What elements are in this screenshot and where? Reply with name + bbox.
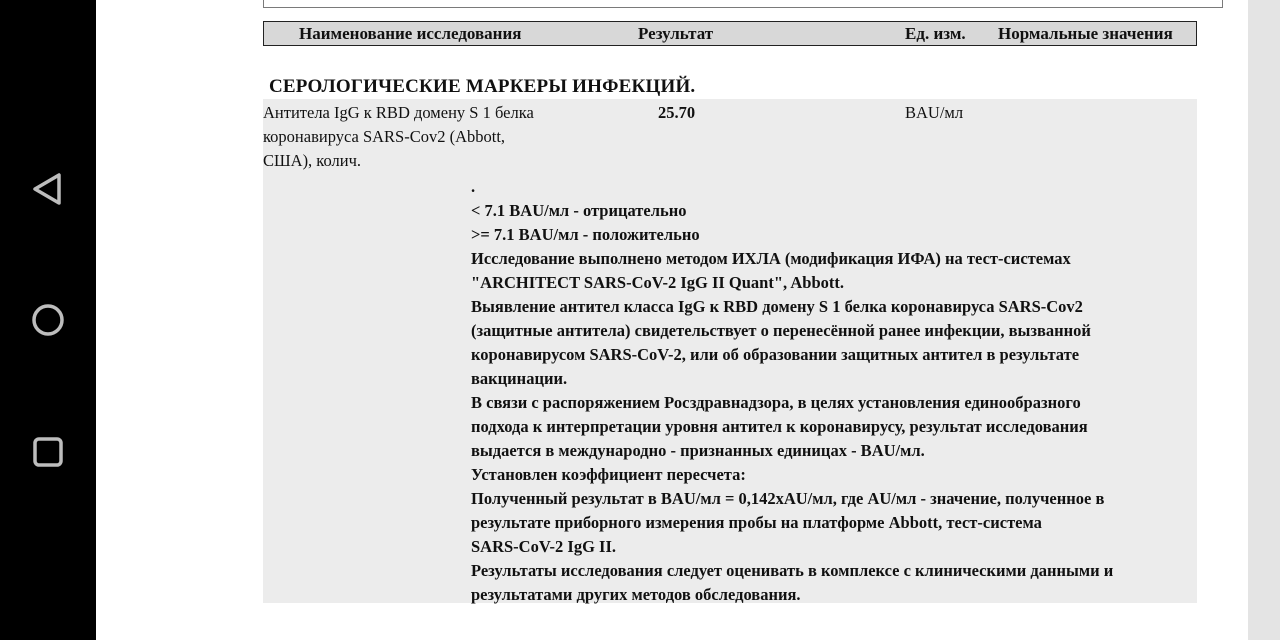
result-value: 25.70 [658,103,696,122]
note-line: Результаты исследования следует оценивать в комплексе с клиническими данными и [471,561,1114,580]
note-line: Установлен коэффициент пересчета: [471,465,746,484]
section-title: СЕРОЛОГИЧЕСКИЕ МАРКЕРЫ ИНФЕКЦИЙ. [269,76,696,97]
previous-table-border [263,0,1223,8]
back-triangle-icon[interactable] [30,171,66,207]
note-line: вакцинации. [471,369,568,388]
note-line: Выявление антител класса IgG к RBD домену S 1 белка коронавируса SARS-Cov2 [471,297,1083,316]
header-units: Ед. изм. [905,24,966,43]
note-line: . [471,177,476,196]
header-result: Результат [638,24,714,43]
header-test-name: Наименование исследования [299,24,522,43]
note-line: Исследование выполнено методом ИХЛА (модификация ИФА) на тест-системах [471,249,1071,268]
note-line: подхода к интерпретации уровня антител к коронавирусу, результат исследования [471,417,1088,436]
right-page-margin [1248,0,1280,640]
table-header [263,21,1197,46]
note-line: В связи с распоряжением Росздравнадзора, в целях установления единообразного [471,393,1081,412]
note-line: SARS-CoV-2 IgG II. [471,537,617,556]
note-line: коронавирусом SARS-CoV-2, или об образовании защитных антител в результате [471,345,1080,364]
result-unit: BAU/мл [905,103,964,122]
note-line: (защитные антитела) свидетельствует о перенесённой ранее инфекции, вызванной [471,321,1091,340]
note-line: "ARCHITECT SARS-CoV-2 IgG II Quant", Abbott. [471,273,844,292]
note-line: выдается в международно - признанных единицах - BAU/мл. [471,441,925,460]
test-name-line: Антитела IgG к RBD домену S 1 белка [263,103,534,122]
home-circle-icon[interactable] [30,302,66,338]
test-name-line: США), колич. [263,151,362,170]
interpretation-notes [471,175,1191,607]
note-line: Полученный результат в BAU/мл = 0,142хAU/мл, где AU/мл - значение, полученное в [471,489,1105,508]
test-name [263,101,583,173]
result-row [263,99,1197,603]
note-line: >= 7.1 BAU/мл - положительно [471,225,700,244]
note-line: < 7.1 BAU/мл - отрицательно [471,201,687,220]
test-name-line: коронавируса SARS-Cov2 (Abbott, [263,127,506,146]
document-page [96,0,1248,640]
note-line: результате приборного измерения пробы на платформе Abbott, тест-система [471,513,1042,532]
note-line: результатами других методов обследования. [471,585,801,604]
header-norms: Нормальные значения [998,24,1173,43]
recents-square-icon[interactable] [30,434,66,470]
android-navigation-bar [0,0,96,640]
